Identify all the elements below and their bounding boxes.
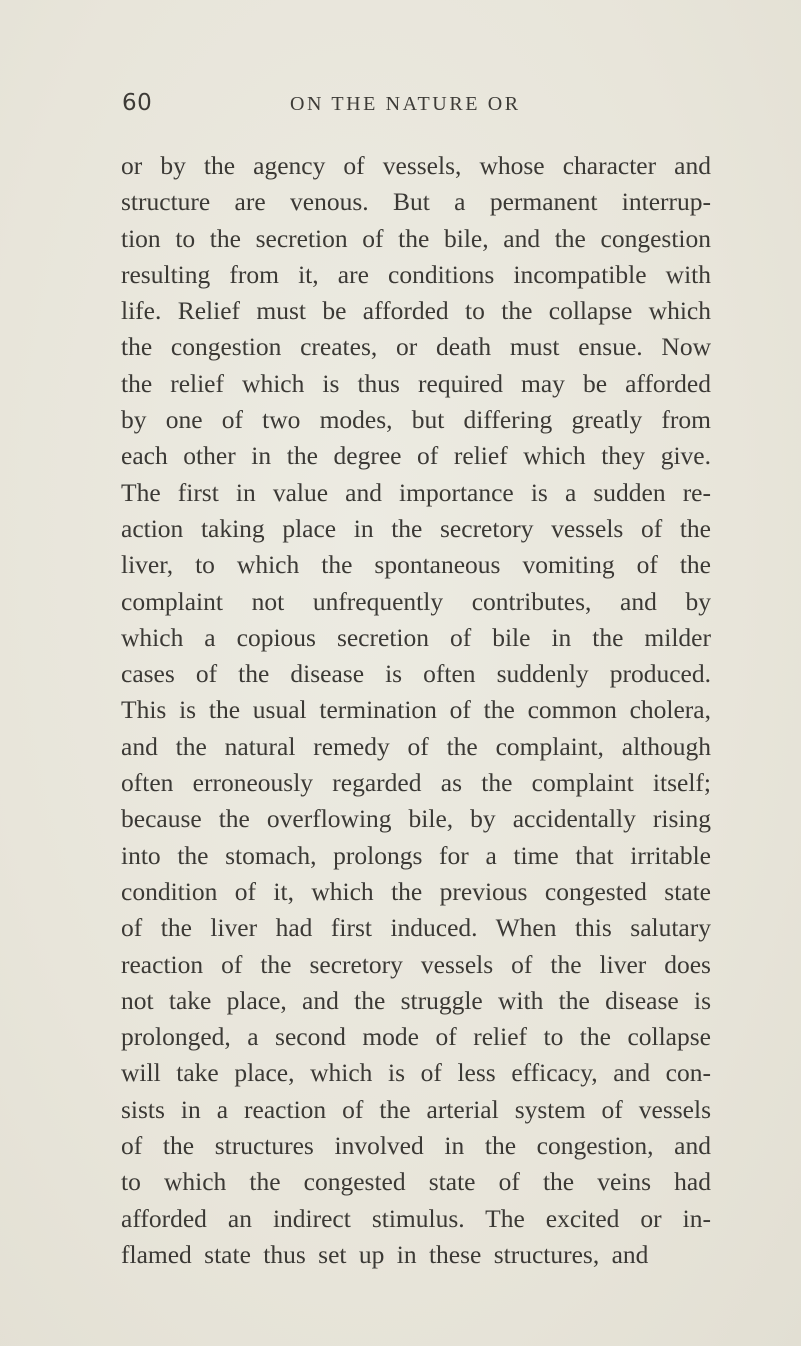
text-line: flamed state thus set up in these structures, and (121, 1239, 649, 1269)
text-line: into the stomach, prolongs for a time that irritable (121, 840, 711, 870)
text-line: to which the congested state of the veins had (121, 1167, 711, 1197)
text-line: and the natural remedy of the complaint, although (121, 731, 711, 761)
text-line: prolonged, a second mode of relief to the collapse (121, 1022, 711, 1052)
text-line: sists in a reaction of the arterial system of vessels (121, 1094, 711, 1124)
text-line: resulting from it, are conditions incompatible with (121, 259, 711, 289)
text-line: The first in value and importance is a sudden re- (121, 477, 711, 507)
text-line: will take place, which is of less efficacy, and con- (121, 1058, 711, 1088)
text-line: not take place, and the struggle with the disease is (121, 985, 711, 1015)
running-head: ON THE NATURE OR (290, 93, 521, 115)
text-line: which a copious secretion of bile in the milder (121, 622, 711, 652)
text-line: the relief which is thus required may be afforded (121, 368, 711, 398)
text-line: afforded an indirect stimulus. The excited or in- (121, 1203, 711, 1233)
text-line: reaction of the secretory vessels of the liver does (121, 949, 711, 979)
text-line: of the structures involved in the congestion, and (121, 1131, 711, 1161)
text-line: action taking place in the secretory vessels of the (121, 513, 711, 543)
text-line: condition of it, which the previous congested state (121, 876, 711, 906)
text-line: life. Relief must be afforded to the collapse which (121, 296, 711, 326)
body-text (121, 148, 711, 1273)
text-line: because the overflowing bile, by accidentally rising (121, 804, 711, 834)
text-line: liver, to which the spontaneous vomiting of the (121, 550, 711, 580)
text-line: structure are venous. But a permanent interrup- (121, 187, 711, 217)
text-line: or by the agency of vessels, whose character and (121, 151, 711, 180)
page-number: 60 (122, 90, 153, 116)
text-line: of the liver had first induced. When this salutary (121, 913, 711, 943)
text-line: This is the usual termination of the common cholera, (121, 695, 711, 725)
text-line: tion to the secretion of the bile, and the congestion (121, 223, 711, 253)
page-header (122, 90, 722, 126)
text-line: often erroneously regarded as the complaint itself; (121, 768, 711, 798)
text-line: by one of two modes, but differing greatly from (121, 405, 711, 435)
text-line: cases of the disease is often suddenly produced. (121, 659, 711, 689)
text-line: complaint not unfrequently contributes, and by (121, 586, 711, 616)
text-line: the congestion creates, or death must ensue. Now (121, 332, 711, 362)
text-line: each other in the degree of relief which they give. (121, 441, 711, 471)
